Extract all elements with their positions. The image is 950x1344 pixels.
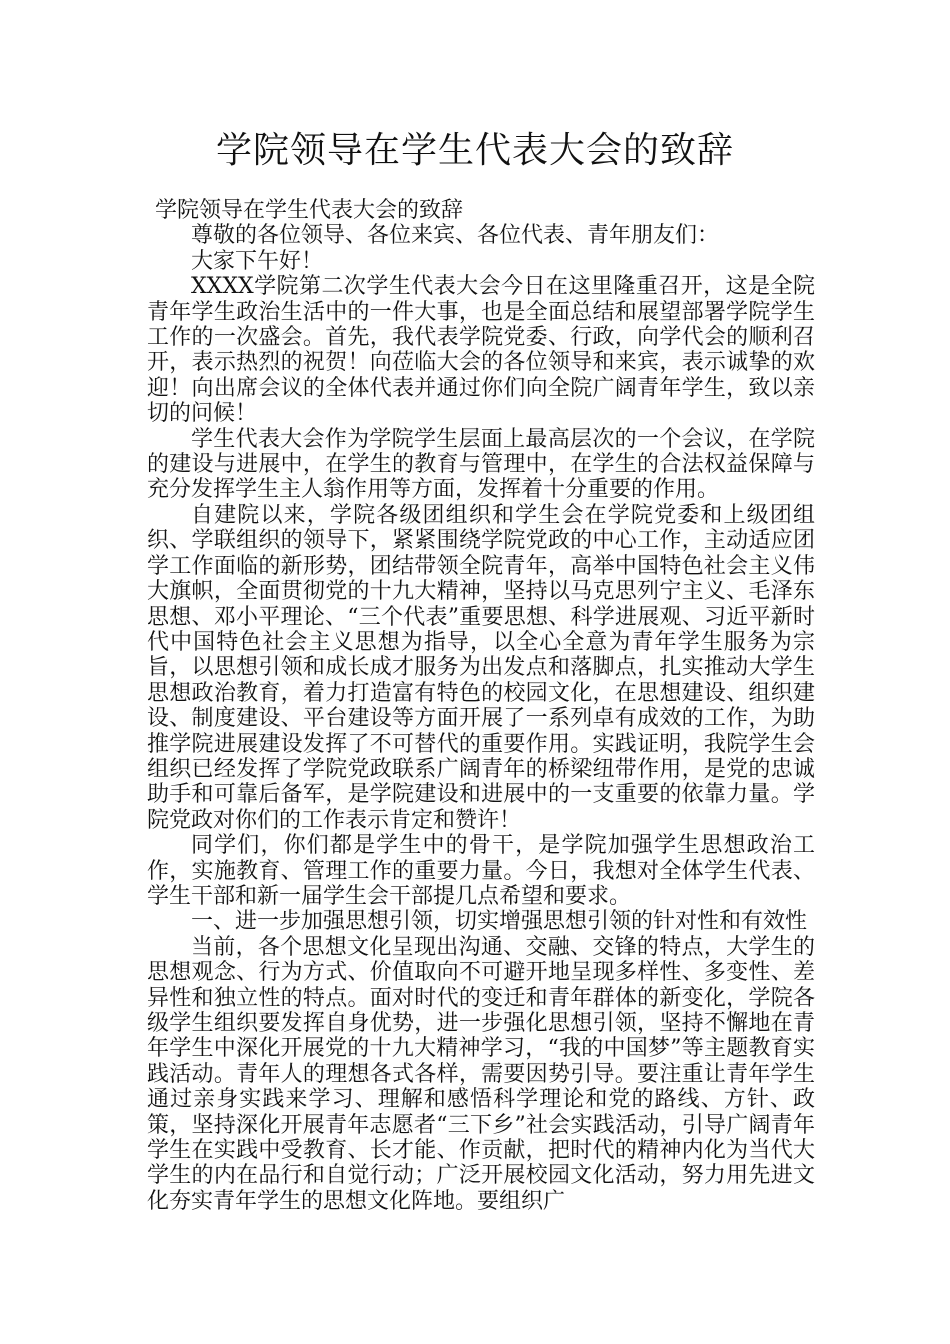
body-paragraph: 同学们，你们都是学生中的骨干，是学院加强学生思想政治工作，实施教育、管理工作的重要力量。今日，我想对全体学生代表、学生干部和新一届学生会干部提几点希望和要求。	[147, 833, 815, 909]
body-paragraph: 当前，各个思想文化呈现出沟通、交融、交锋的特点，大学生的思想观念、行为方式、价值取向不可避开地呈现多样性、多变性、差异性和独立性的特点。面对时代的变迁和青年群体的新变化，学院各级学生组织要发挥自身优势，进一步强化思想引领，坚持不懈地在青年学生中深化开展党的十九大精神学习，“我的中国梦”等主题教育实践活动。青年人的理想各式各样，需要因势引导。要注重让青年学生通过亲身实践来学习、理解和感悟科学理论和党的路线、方针、政策，坚持深化开展青年志愿者“三下乡”社会实践活动，引导广阔青年学生在实践中受教育、长才能、作贡献，把时代的精神内化为当代大学生的内在品行和自觉行动；广泛开展校园文化活动，努力用先进文化夯实青年学生的思想文化阵地。要组织广	[147, 934, 815, 1214]
body-paragraph: 自建院以来，学院各级团组织和学生会在学院党委和上级团组织、学联组织的领导下，紧紧围绕学院党政的中心工作，主动适应团学工作面临的新形势，团结带领全院青年，高举中国特色社会主义伟大旗帜，全面贯彻党的十九大精神，坚持以马克思列宁主义、毛泽东思想、邓小平理论、“三个代表”重要思想、科学进展观、习近平新时代中国特色社会主义思想为指导，以全心全意为青年学生服务为宗旨，以思想引领和成长成才服务为出发点和落脚点，扎实推动大学生思想政治教育，着力打造富有特色的校园文化，在思想建设、组织建设、制度建设、平台建设等方面开展了一系列卓有成效的工作，为助推学院进展建设发挥了不可替代的重要作用。实践证明，我院学生会组织已经发挥了学院党政联系广阔青年的桥梁纽带作用，是党的忠诚助手和可靠后备军，是学院建设和进展中的一支重要的依靠力量。学院党政对你们的工作表示肯定和赞许！	[147, 502, 815, 833]
body-paragraph: 学生代表大会作为学院学生层面上最高层次的一个会议，在学院的建设与进展中，在学生的教育与管理中，在学生的合法权益保障与充分发挥学生主人翁作用等方面，发挥着十分重要的作用。	[147, 426, 815, 503]
document-body	[147, 198, 815, 1214]
section-heading: 一、进一步加强思想引领，切实增强思想引领的针对性和有效性	[191, 909, 808, 935]
salutation-paragraph: 尊敬的各位领导、各位来宾、各位代表、青年朋友们：	[191, 223, 720, 249]
body-paragraph: XXXX学院第二次学生代表大会今日在这里隆重召开，这是全院青年学生政治生活中的一件大事，也是全面总结和展望部署学院学生工作的一次盛会。首先，我代表学院党委、行政，向学代会的顺利召开，表示热烈的祝贺！向莅临大会的各位领导和来宾，表示诚挚的欢迎！向出席会议的全体代表并通过你们向全院广阔青年学生，致以亲切的问候！	[147, 274, 815, 427]
greeting-paragraph: 大家下午好！	[191, 248, 324, 274]
document-title: 学院领导在学生代表大会的致辞	[215, 130, 734, 171]
document-subtitle: 学院领导在学生代表大会的致辞	[155, 198, 464, 223]
